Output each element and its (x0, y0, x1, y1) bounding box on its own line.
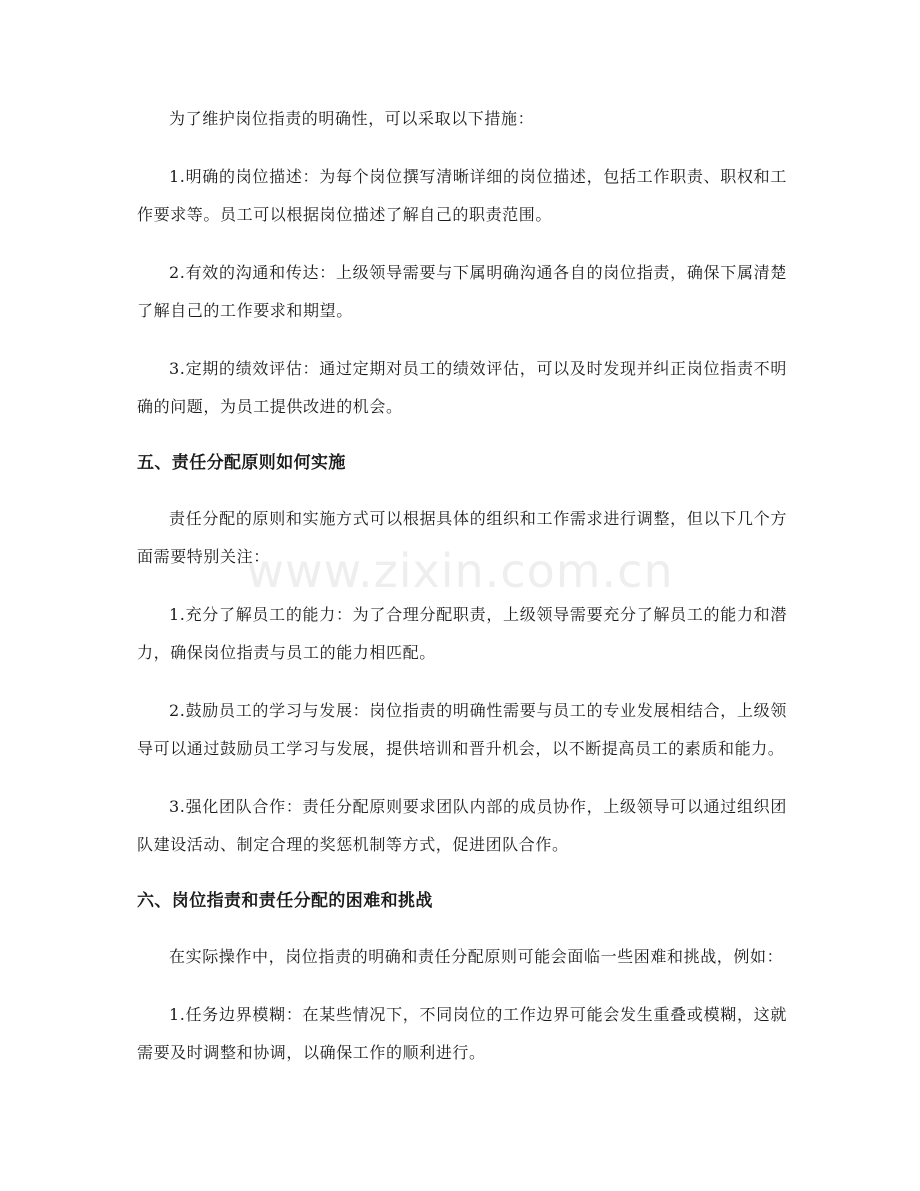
watermark: www.zixin.com.cn (246, 544, 674, 598)
section-6-heading: 六、岗位指责和责任分配的困难和挑战 (137, 891, 433, 911)
intro-paragraph: 为了维护岗位指责的明确性，可以采取以下措施： (169, 109, 535, 128)
section-5-item-1: 1.充分了解员工的能力：为了合理分配职责，上级领导需要充分了解员工的能力和潜力，确保岗位指责与员工的能力相匹配。 (137, 605, 787, 662)
section-5-item-2: 2.鼓励员工的学习与发展：岗位指责的明确性需要与员工的专业发展相结合，上级领导可以通过鼓励员工学习与发展，提供培训和晋升机会，以不断提高员工的素质和能力。 (137, 701, 787, 758)
document-body (137, 100, 787, 1092)
measure-item-3: 3.定期的绩效评估：通过定期对员工的绩效评估，可以及时发现并纠正岗位指责不明确的问题，为员工提供改进的机会。 (137, 359, 787, 416)
section-5-item-3: 3.强化团队合作：责任分配原则要求团队内部的成员协作，上级领导可以通过组织团队建设活动、制定合理的奖惩机制等方式，促进团队合作。 (137, 797, 787, 854)
section-6-intro: 在实际操作中，岗位指责的明确和责任分配原则可能会面临一些困难和挑战，例如： (169, 947, 784, 966)
measure-item-2: 2.有效的沟通和传达：上级领导需要与下属明确沟通各自的岗位指责，确保下属清楚了解自己的工作要求和期望。 (137, 263, 787, 320)
section-6-item-1: 1.任务边界模糊：在某些情况下，不同岗位的工作边界可能会发生重叠或模糊，这就需要及时调整和协调，以确保工作的顺利进行。 (137, 1005, 787, 1062)
measure-item-1: 1.明确的岗位描述：为每个岗位撰写清晰详细的岗位描述，包括工作职责、职权和工作要求等。员工可以根据岗位描述了解自己的职责范围。 (137, 167, 787, 224)
section-5-intro: 责任分配的原则和实施方式可以根据具体的组织和工作需求进行调整，但以下几个方面需要特别关注： (137, 509, 787, 566)
section-5-heading: 五、责任分配原则如何实施 (137, 453, 346, 473)
